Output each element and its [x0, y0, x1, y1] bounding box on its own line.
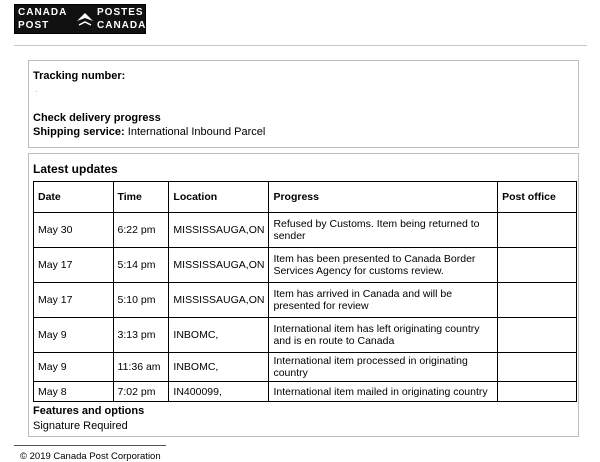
- table-row: [34, 353, 577, 382]
- cell-post-office: [498, 353, 577, 382]
- table-row: [34, 248, 577, 283]
- cell-post-office: [498, 382, 577, 402]
- shipping-service-value: International Inbound Parcel: [127, 126, 266, 138]
- cell-post-office: [498, 213, 577, 248]
- cell-time: 7:02 pm: [113, 382, 169, 402]
- cell-time: 11:36 am: [113, 353, 169, 382]
- cell-post-office: [498, 248, 577, 283]
- column-header-location: Location: [169, 182, 269, 213]
- logo-text-post: POST: [18, 20, 50, 31]
- check-delivery-progress-heading: Check delivery progress: [33, 112, 161, 124]
- column-header-progress: Progress: [269, 182, 498, 213]
- cell-progress: Refused by Customs. Item being returned to sender: [269, 213, 498, 248]
- shipping-service-label: Shipping service:: [33, 126, 125, 138]
- cell-date: May 9: [34, 353, 114, 382]
- cell-location: MISSISSAUGA,ON: [169, 248, 269, 283]
- cell-location: MISSISSAUGA,ON: [169, 283, 269, 318]
- cell-date: May 8: [34, 382, 114, 402]
- cell-progress: Item has been presented to Canada Border Services Agency for customs review.: [269, 248, 498, 283]
- cell-time: 5:14 pm: [113, 248, 169, 283]
- cell-location: INBOMC,: [169, 318, 269, 353]
- cell-progress: International item processed in originating country: [269, 353, 498, 382]
- tracking-number-label: Tracking number:: [33, 70, 126, 82]
- cell-post-office: [498, 318, 577, 353]
- latest-updates-panel: [28, 153, 579, 437]
- shipping-service-row: [33, 126, 265, 138]
- copyright-text: © 2019 Canada Post Corporation: [20, 451, 161, 462]
- cell-progress: International item has left originating country and is en route to Canada: [269, 318, 498, 353]
- logo-text-canada-fr: CANADA: [97, 20, 147, 31]
- tracking-number-value: ·: [35, 87, 38, 96]
- cell-date: May 17: [34, 283, 114, 318]
- cell-time: 5:10 pm: [113, 283, 169, 318]
- tracking-events-table: [33, 181, 577, 402]
- latest-updates-heading: Latest updates: [33, 162, 118, 176]
- cell-date: May 17: [34, 248, 114, 283]
- table-header-row: [34, 182, 577, 213]
- cell-time: 6:22 pm: [113, 213, 169, 248]
- cell-location: INBOMC,: [169, 353, 269, 382]
- cell-location: IN400099,: [169, 382, 269, 402]
- logo-text-canada: CANADA: [18, 7, 68, 18]
- features-options-value: Signature Required: [33, 420, 128, 432]
- cell-progress: International item mailed in originating country: [269, 382, 498, 402]
- column-header-time: Time: [113, 182, 169, 213]
- cell-date: May 9: [34, 318, 114, 353]
- canada-post-emblem-icon: [75, 7, 95, 31]
- cell-post-office: [498, 283, 577, 318]
- table-row: [34, 283, 577, 318]
- cell-location: MISSISSAUGA,ON: [169, 213, 269, 248]
- cell-date: May 30: [34, 213, 114, 248]
- table-row: [34, 318, 577, 353]
- footer-divider: [14, 445, 166, 446]
- cell-time: 3:13 pm: [113, 318, 169, 353]
- tracking-summary-panel: [28, 60, 579, 148]
- header-divider: [14, 45, 587, 46]
- column-header-post-office: Post office: [498, 182, 577, 213]
- table-row: [34, 213, 577, 248]
- table-row: [34, 382, 577, 402]
- canada-post-logo[interactable]: [14, 4, 146, 34]
- column-header-date: Date: [34, 182, 114, 213]
- logo-text-postes: POSTES: [97, 7, 144, 18]
- features-options-heading: Features and options: [33, 405, 145, 417]
- cell-progress: Item has arrived in Canada and will be presented for review: [269, 283, 498, 318]
